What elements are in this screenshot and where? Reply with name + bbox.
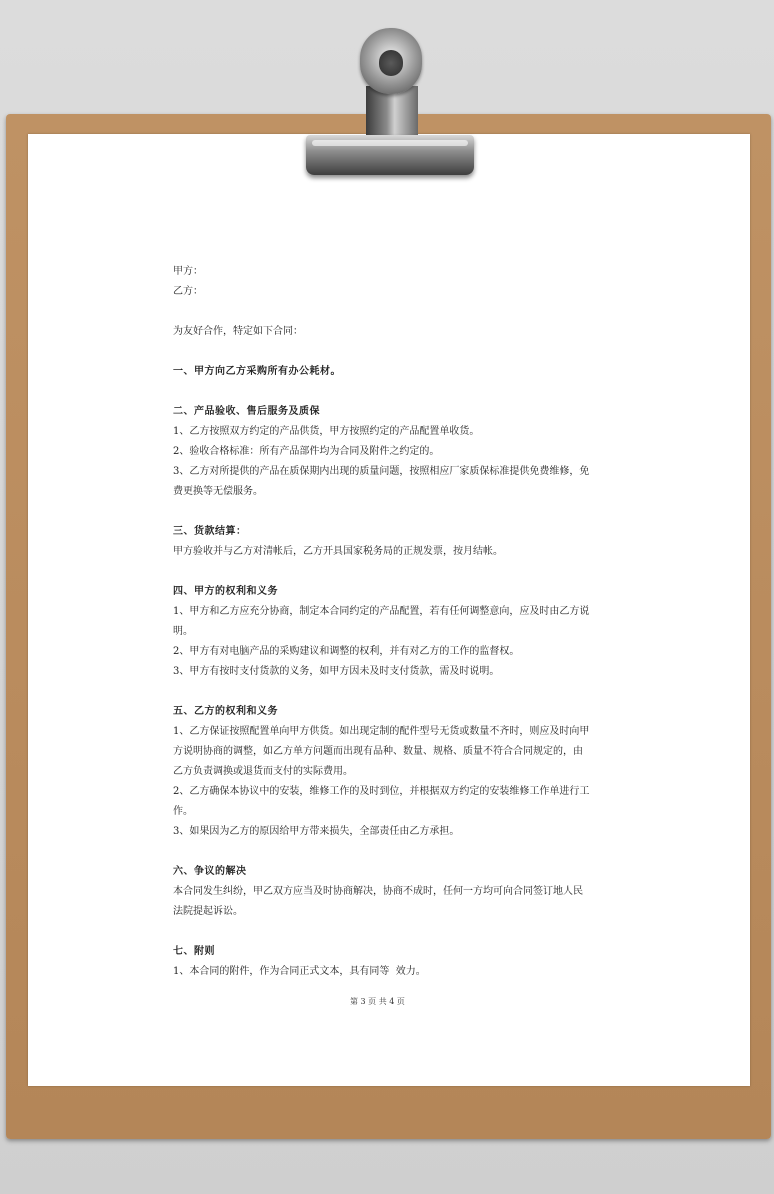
- section-title: 一、甲方向乙方采购所有办公耗材。: [173, 366, 341, 377]
- contract-intro: 为友好合作，特定如下合同：: [173, 326, 303, 337]
- party-b-label: 乙方：: [173, 286, 203, 297]
- section-line: 3、乙方对所提供的产品在质保期内出现的质量问题，按照相应厂家质保标准提供免费维修，免: [173, 466, 590, 477]
- page-number: 第 3 页 共 4 页: [350, 997, 405, 1006]
- section-title: 五、乙方的权利和义务: [173, 706, 278, 717]
- spacer: [173, 302, 613, 322]
- contract-text: [173, 262, 613, 982]
- section-line: 本合同发生纠纷，甲乙双方应当及时协商解决，协商不成时，任何一方均可向合同签订地人民: [173, 886, 583, 897]
- section-spacer: [173, 382, 613, 402]
- section-line: 1、本合同的附件，作为合同正式文本，具有同等 效力。: [173, 966, 426, 977]
- section-spacer: [173, 682, 613, 702]
- section-line: 1、乙方保证按照配置单向甲方供货。如出现定制的配件型号无货或数量不齐时，则应及时向甲: [173, 726, 590, 737]
- section-line: 法院提起诉讼。: [173, 906, 243, 917]
- section-line: 方说明协商的调整，如乙方单方问题而出现有品种、数量、规格、质量不符合合同规定的，由: [173, 746, 583, 757]
- section-title: 七、附则: [173, 946, 215, 957]
- party-a-label: 甲方：: [173, 266, 203, 277]
- section-spacer: [173, 502, 613, 522]
- section-line: 3、甲方有按时支付货款的义务，如甲方因未及时支付货款，需及时说明。: [173, 666, 500, 677]
- section-line: 1、甲方和乙方应充分协商，制定本合同约定的产品配置，若有任何调整意向，应及时由乙方说: [173, 606, 590, 617]
- section-line: 3、如果因为乙方的原因给甲方带来损失，全部责任由乙方承担。: [173, 826, 460, 837]
- section-line: 2、验收合格标准：所有产品部件均为合同及附件之约定的。: [173, 446, 440, 457]
- section-line: 甲方验收并与乙方对清帐后，乙方开具国家税务局的正规发票，按月结帐。: [173, 546, 503, 557]
- section-line: 作。: [173, 806, 193, 817]
- binder-clip-hole: [379, 50, 403, 76]
- section-spacer: [173, 922, 613, 942]
- section-title: 六、争议的解决: [173, 866, 247, 877]
- section-line: 2、乙方确保本协议中的安装，维修工作的及时到位，并根据双方约定的安装维修工作单进行工: [173, 786, 590, 797]
- section-title: 三、货款结算：: [173, 526, 247, 537]
- contract-sections: [173, 342, 613, 982]
- section-line: 乙方负责调换或退货而支付的实际费用。: [173, 766, 353, 777]
- binder-clip-shine: [312, 140, 468, 146]
- section-spacer: [173, 842, 613, 862]
- section-line: 费更换等无偿服务。: [173, 486, 263, 497]
- section-line: 2、甲方有对电脑产品的采购建议和调整的权利，并有对乙方的工作的监督权。: [173, 646, 520, 657]
- section-line: 1、乙方按照双方约定的产品供货，甲方按照约定的产品配置单收货。: [173, 426, 480, 437]
- section-line: 明。: [173, 626, 193, 637]
- section-title: 二、产品验收、售后服务及质保: [173, 406, 320, 417]
- section-spacer: [173, 562, 613, 582]
- section-spacer: [173, 342, 613, 362]
- section-title: 四、甲方的权利和义务: [173, 586, 278, 597]
